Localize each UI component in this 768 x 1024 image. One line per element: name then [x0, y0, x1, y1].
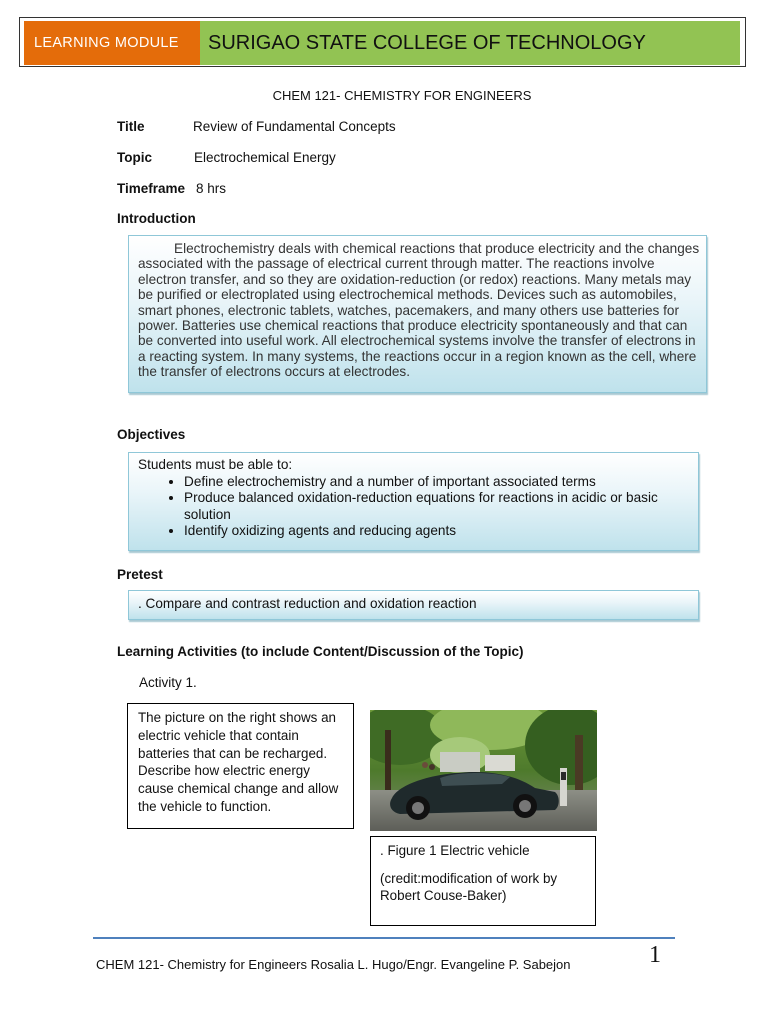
objectives-content — [138, 457, 694, 540]
learning-activities-heading: Learning Activities (to include Content/Discussion of the Topic) — [117, 644, 524, 659]
topic-label: Topic — [117, 150, 152, 165]
topic-value: Electrochemical Energy — [194, 150, 336, 165]
objectives-lead: Students must be able to: — [138, 457, 293, 472]
figure-caption: . Figure 1 Electric vehicle — [380, 843, 530, 858]
footer-text: CHEM 121- Chemistry for Engineers Rosalia L. Hugo/Engr. Evangeline P. Sabejon — [96, 957, 571, 972]
objectives-list — [138, 474, 694, 540]
figure-credit: (credit:modification of work by Robert Couse-Baker) — [380, 870, 558, 903]
timeframe-value: 8 hrs — [196, 181, 227, 196]
objectives-heading: Objectives — [117, 427, 186, 442]
footer-divider — [93, 937, 675, 939]
pretest-text: . Compare and contrast reduction and oxidation reaction — [138, 596, 477, 611]
title-value: Review of Fundamental Concepts — [193, 119, 396, 134]
pretest-heading: Pretest — [117, 567, 163, 582]
introduction-text: Electrochemistry deals with chemical reactions that produce electricity and the changes associated with the passage of electrical current through matter. The reactions involve electron transfer, and so they are oxidation-reduction (or redox) reactions. Many metals may be purified or electroplated using electrochemical methods. Devices such as automobiles, smart phones, electronic tablets, watches, pacemakers, and many others use batteries for power. Batteries use chemical reactions that produce electricity spontaneously and that can be converted into useful work. All electrochemical systems involve the transfer of electrons in a reacting system. In many systems, the reactions occur in a region known as the cell, where the transfer of electrons occurs at electrodes. — [138, 241, 700, 380]
learning-module-badge: LEARNING MODULE — [24, 21, 200, 65]
institution-banner: SURIGAO STATE COLLEGE OF TECHNOLOGY — [200, 21, 740, 65]
activity-title: Activity 1. — [139, 675, 197, 690]
figure-caption-box — [370, 836, 596, 926]
activity-prompt-text: The picture on the right shows an electric vehicle that contain batteries that can be recharged. Describe how electric energy cause chemical change and allow the vehicle to function. — [138, 710, 339, 814]
title-label: Title — [117, 119, 145, 134]
objective-item: • Produce balanced oxidation-reduction equations for reactions in acidic or basic solution — [184, 490, 694, 523]
page-number: 1 — [649, 942, 661, 968]
introduction-heading: Introduction — [117, 211, 196, 226]
objective-item: • Define electrochemistry and a number of important associated terms — [184, 474, 694, 491]
objective-item: • Identify oxidizing agents and reducing agents — [184, 523, 694, 540]
activity-prompt-box — [127, 703, 354, 829]
timeframe-label: Timeframe — [117, 181, 186, 196]
course-title: CHEM 121- CHEMISTRY FOR ENGINEERS — [272, 88, 532, 103]
electric-vehicle-photo — [370, 710, 597, 831]
